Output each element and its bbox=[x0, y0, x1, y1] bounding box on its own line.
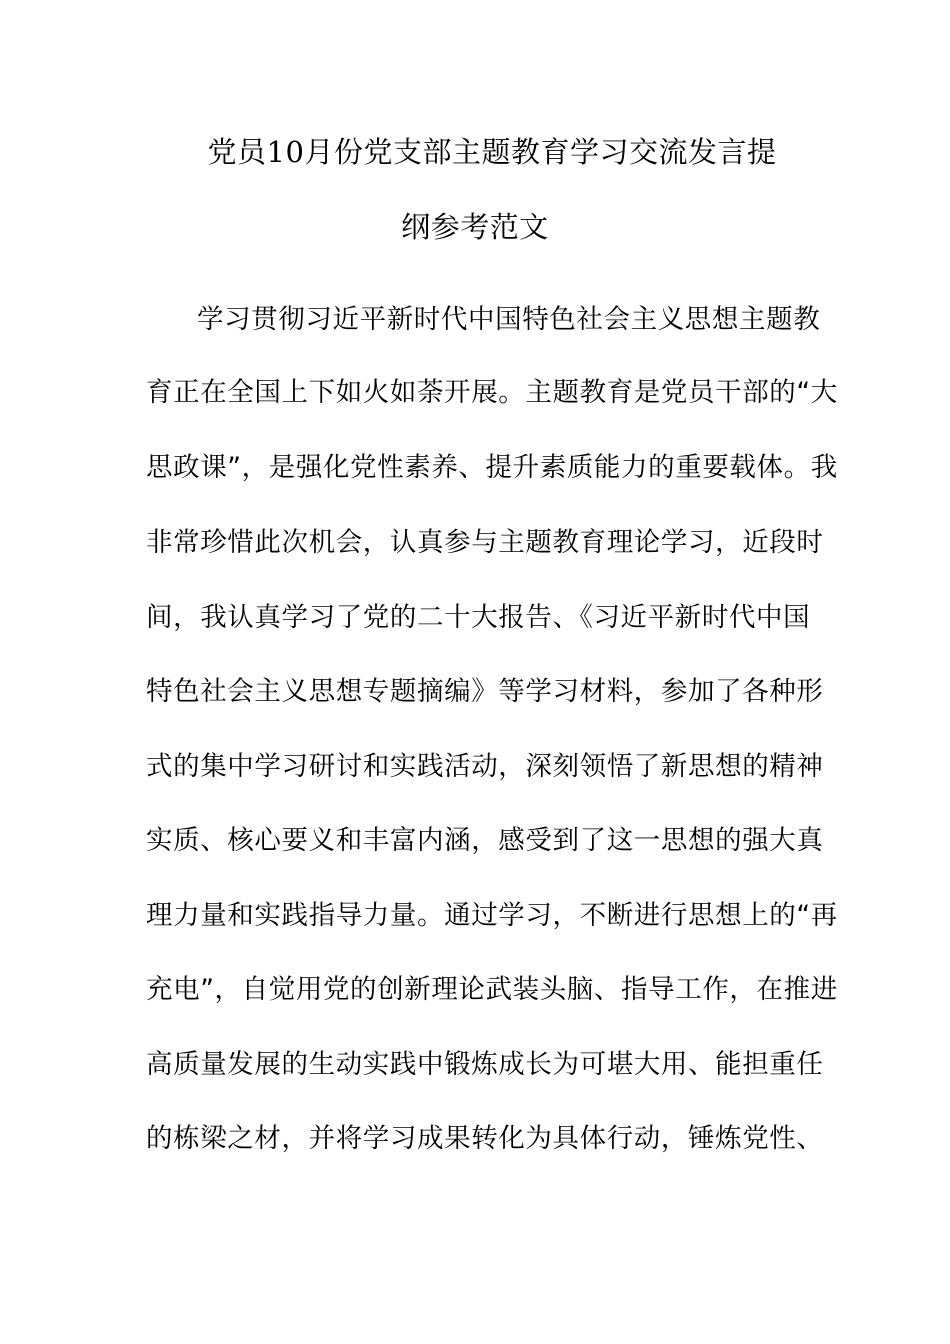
paragraph-line: 间，我认真学习了党的二十大报告、《习近平新时代中国 bbox=[146, 602, 811, 633]
paragraph-line: 实质、核心要义和丰富内涵，感受到了这一思想的强大真 bbox=[146, 825, 824, 856]
paragraph-line: 高质量发展的生动实践中锻炼成长为可堪大用、能担重任 bbox=[146, 1049, 824, 1080]
document-title-line-1: 党员10月份党支部主题教育学习交流发言提 bbox=[207, 135, 777, 169]
paragraph-line: 理力量和实践指导力量。通过学习，不断进行思想上的“再 bbox=[146, 900, 838, 931]
paragraph-line: 充电”，自觉用党的创新理论武装头脑、指导工作，在推进 bbox=[146, 974, 838, 1005]
paragraph-line: 的栋梁之材，并将学习成果转化为具体行动，锤炼党性、 bbox=[146, 1123, 824, 1154]
paragraph-line: 学习贯彻习近平新时代中国特色社会主义思想主题教 bbox=[197, 304, 821, 335]
paragraph-line: 非常珍惜此次机会，认真参与主题教育理论学习，近段时 bbox=[146, 527, 824, 558]
paragraph-line: 特色社会主义思想专题摘编》等学习材料，参加了各种形 bbox=[146, 676, 824, 707]
paragraph-line: 育正在全国上下如火如荼开展。主题教育是党员干部的“大 bbox=[146, 377, 838, 408]
document-title-line-2: 纲参考范文 bbox=[401, 210, 549, 244]
paragraph-line: 思政课”，是强化党性素养、提升素质能力的重要载体。我 bbox=[146, 452, 838, 483]
paragraph-line: 式的集中学习研讨和实践活动，深刻领悟了新思想的精神 bbox=[146, 751, 824, 782]
